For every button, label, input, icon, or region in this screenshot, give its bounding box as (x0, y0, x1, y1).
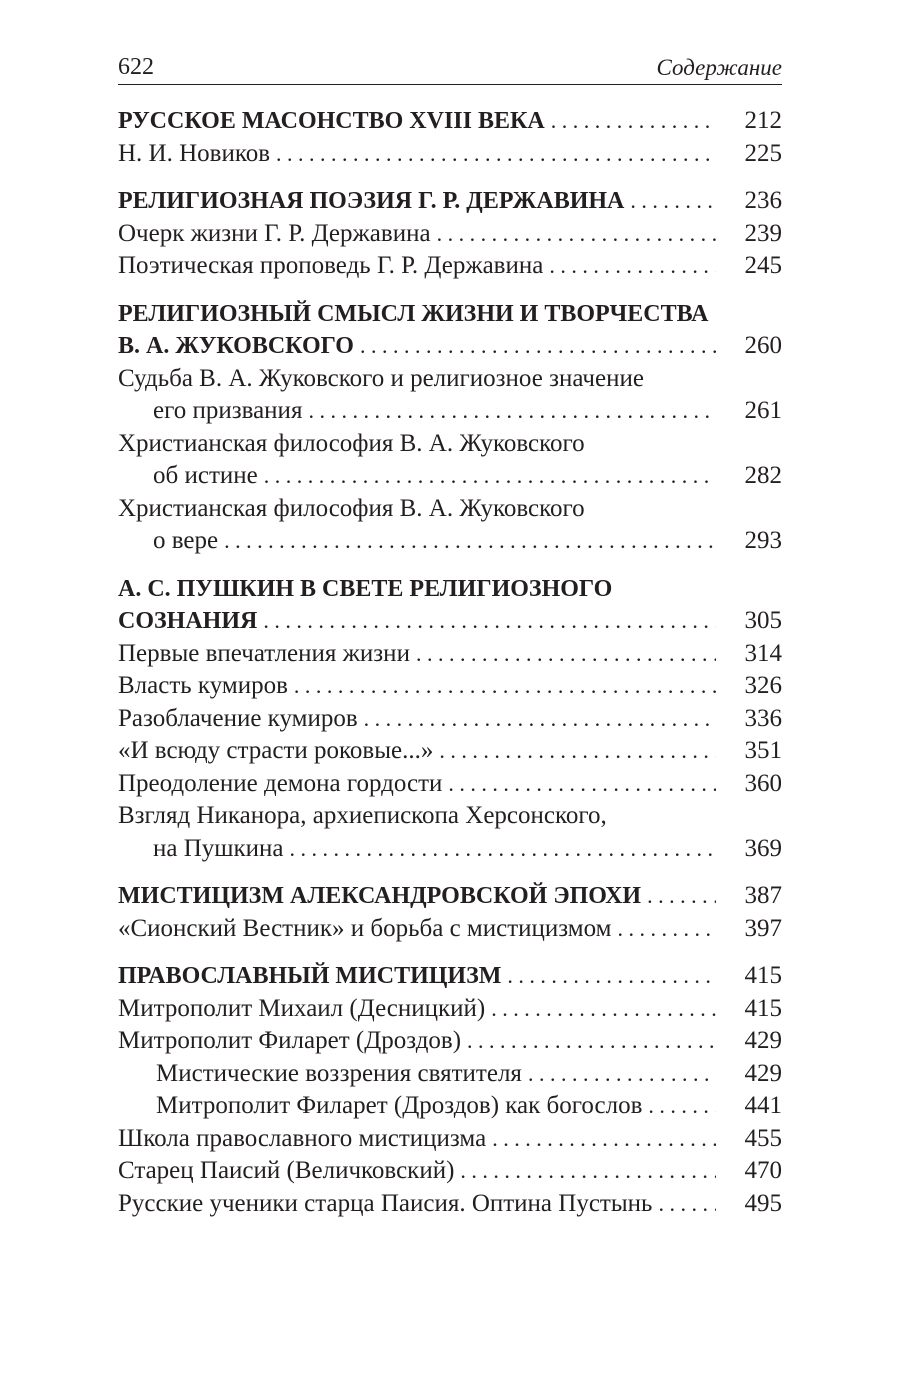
entry-title: Русские ученики старца Паисия. Оптина Пустынь (118, 1189, 653, 1217)
dot-leader (263, 605, 716, 638)
entry-title: Поэтическая проповедь Г. Р. Державина (118, 252, 544, 279)
toc-chapter-entry[interactable] (118, 573, 782, 638)
entry-page: 441 (744, 1092, 782, 1119)
entry-title-line1: Судьба В. А. Жуковского и религиозное значение (118, 364, 644, 392)
dot-leader (528, 1058, 716, 1091)
dot-leader (630, 185, 716, 218)
entry-page: 225 (744, 139, 782, 167)
entry-title: РЕЛИГИОЗНАЯ ПОЭЗИЯ Г. Р. ДЕРЖАВИНА (118, 188, 625, 214)
entry-title: Митрополит Филарет (Дроздов) (118, 1027, 462, 1054)
toc-section (118, 573, 782, 866)
toc-section (118, 185, 782, 283)
entry-page: 261 (744, 397, 782, 424)
entry-title: «Сионский Вестник» и борьба с мистицизмом (118, 914, 612, 942)
entry-page: 336 (744, 704, 782, 732)
toc-entry[interactable] (118, 1188, 782, 1221)
toc-entry[interactable] (118, 138, 782, 171)
entry-title: ПРАВОСЛАВНЫЙ МИСТИЦИЗМ (118, 963, 502, 989)
toc-entry[interactable] (118, 428, 782, 493)
toc-section (118, 960, 782, 1220)
toc-subentry[interactable] (118, 1090, 782, 1123)
dot-leader (276, 138, 716, 171)
dot-leader (416, 638, 716, 671)
entry-title: «И всюду страсти роковые...» (118, 737, 434, 764)
toc-entry[interactable] (118, 363, 782, 428)
toc-section (118, 880, 782, 945)
entry-title-line1: Взгляд Никанора, архиепископа Херсонского, (118, 802, 607, 829)
entry-page: 314 (744, 639, 782, 667)
dot-leader (264, 460, 716, 493)
dot-leader (551, 105, 716, 138)
entry-page: 360 (744, 769, 782, 797)
dot-leader (360, 330, 716, 363)
toc-entry[interactable] (118, 768, 782, 801)
dot-leader (658, 1188, 716, 1221)
toc-chapter-entry[interactable] (118, 185, 782, 218)
dot-leader (647, 880, 716, 913)
entry-title: Очерк жизни Г. Р. Державина (118, 219, 431, 247)
table-of-contents (118, 105, 782, 1235)
dot-leader (364, 703, 716, 736)
entry-page: 239 (744, 219, 782, 247)
dot-leader (491, 993, 716, 1026)
entry-page: 260 (744, 332, 782, 359)
toc-entry[interactable] (118, 1025, 782, 1058)
entry-page: 369 (744, 834, 782, 862)
toc-chapter-entry[interactable] (118, 960, 782, 993)
entry-page: 236 (744, 187, 782, 214)
dot-leader (308, 395, 716, 428)
entry-page: 387 (744, 882, 782, 909)
dot-leader (492, 1123, 716, 1156)
entry-page: 455 (744, 1124, 782, 1152)
toc-entry[interactable] (118, 638, 782, 671)
entry-page: 415 (744, 962, 782, 989)
page-number: 622 (118, 54, 154, 80)
entry-page: 429 (744, 1027, 782, 1054)
toc-chapter-entry[interactable] (118, 298, 782, 363)
dot-leader (648, 1090, 716, 1123)
entry-title: Старец Паисий (Величковский) (118, 1157, 455, 1184)
dot-leader (294, 670, 716, 703)
entry-title-line1: А. С. ПУШКИН В СВЕТЕ РЕЛИГИОЗНОГО (118, 575, 613, 602)
dot-leader (437, 218, 716, 251)
entry-page: 470 (744, 1157, 782, 1184)
running-title: Содержание (656, 55, 782, 80)
entry-title-line1: РЕЛИГИОЗНЫЙ СМЫСЛ ЖИЗНИ И ТВОРЧЕСТВА (118, 300, 709, 327)
entry-page: 495 (744, 1189, 782, 1217)
entry-page: 326 (744, 672, 782, 699)
toc-entry[interactable] (118, 1123, 782, 1156)
entry-title: МИСТИЦИЗМ АЛЕКСАНДРОВСКОЙ ЭПОХИ (118, 883, 642, 909)
entry-title-line2: его призвания (153, 397, 303, 424)
entry-title-line2: на Пушкина (153, 834, 284, 862)
entry-page: 429 (744, 1059, 782, 1087)
entry-title-line2: о вере (153, 527, 219, 554)
entry-page: 397 (744, 914, 782, 942)
toc-entry[interactable] (118, 670, 782, 703)
entry-page: 245 (744, 252, 782, 279)
entry-title: Митрополит Михаил (Десницкий) (118, 994, 486, 1022)
entry-title-line2: В. А. ЖУКОВСКОГО (118, 333, 354, 359)
entry-title: Первые впечатления жизни (118, 639, 410, 667)
toc-entry[interactable] (118, 800, 782, 865)
toc-entry[interactable] (118, 218, 782, 251)
dot-leader (617, 913, 716, 946)
entry-title: РУССКОЕ МАСОНСТВО XVIII ВЕКА (118, 108, 545, 134)
toc-chapter-entry[interactable] (118, 105, 782, 138)
entry-page: 351 (744, 737, 782, 764)
toc-entry[interactable] (118, 735, 782, 768)
toc-section (118, 105, 782, 170)
toc-entry[interactable] (118, 703, 782, 736)
toc-entry[interactable] (118, 913, 782, 946)
entry-title: Мистические воззрения святителя (156, 1059, 522, 1087)
dot-leader (439, 735, 716, 768)
entry-title: Власть кумиров (118, 672, 288, 699)
dot-leader (507, 960, 716, 993)
dot-leader (224, 525, 716, 558)
entry-title-line2: об истине (153, 462, 258, 489)
toc-entry[interactable] (118, 993, 782, 1026)
toc-chapter-entry[interactable] (118, 880, 782, 913)
entry-page: 282 (744, 462, 782, 489)
entry-title: Н. И. Новиков (118, 139, 271, 167)
entry-page: 293 (744, 527, 782, 554)
page-header (118, 50, 782, 85)
entry-page: 212 (744, 107, 782, 134)
entry-title-line1: Христианская философия В. А. Жуковского (118, 429, 585, 457)
dot-leader (448, 768, 716, 801)
toc-entry[interactable] (118, 493, 782, 558)
entry-page: 415 (744, 994, 782, 1022)
entry-title: Школа православного мистицизма (118, 1124, 487, 1152)
dot-leader (460, 1155, 716, 1188)
toc-section (118, 298, 782, 558)
entry-title-line1: Христианская философия В. А. Жуковского (118, 494, 585, 522)
toc-entry[interactable] (118, 250, 782, 283)
entry-title-line2: СОЗНАНИЯ (118, 608, 258, 634)
dot-leader (467, 1025, 716, 1058)
toc-entry[interactable] (118, 1155, 782, 1188)
entry-title: Митрополит Филарет (Дроздов) как богослов (156, 1092, 643, 1119)
dot-leader (290, 833, 716, 866)
dot-leader (549, 250, 716, 283)
entry-title: Преодоление демона гордости (118, 769, 443, 797)
entry-page: 305 (744, 607, 782, 634)
entry-title: Разоблачение кумиров (118, 704, 358, 732)
toc-subentry[interactable] (118, 1058, 782, 1091)
